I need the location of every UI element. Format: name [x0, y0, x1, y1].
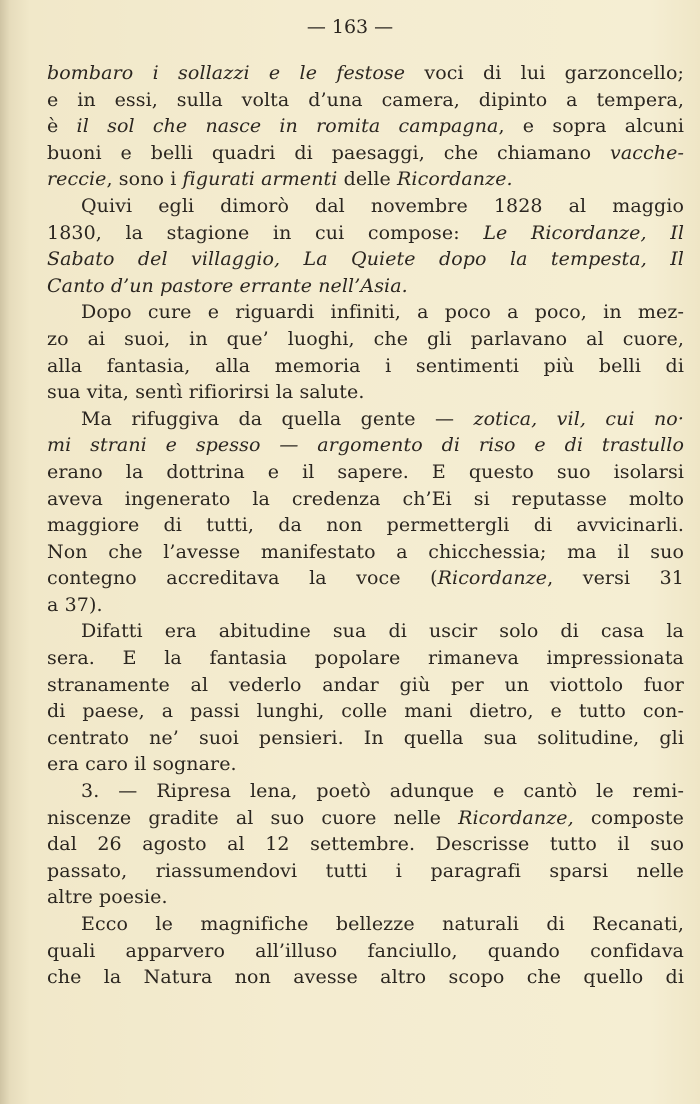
text-segment: 1830, la stagione in cui compose:	[47, 221, 484, 244]
text-line	[47, 140, 684, 167]
text-segment: erano la dottrina e il sapere. E questo suo isolarsi	[47, 460, 684, 483]
text-line	[47, 193, 684, 220]
text-line	[47, 592, 684, 619]
italic-text: mi strani e spesso — argomento di riso e di trastullo	[47, 434, 684, 457]
text-segment: contegno accreditava la voce (	[47, 567, 438, 590]
italic-text: Sabato del villaggio, La Quiete dopo la tempesta, Il	[47, 248, 684, 271]
italic-text: reccie	[47, 168, 107, 191]
text-line	[47, 645, 684, 672]
text-segment: Quivi egli dimorò dal novembre 1828 al maggio	[81, 194, 684, 217]
text-segment: , sono i	[106, 168, 183, 191]
text-line	[47, 166, 684, 193]
text-segment: a 37).	[47, 593, 103, 616]
text-line	[47, 565, 684, 592]
text-line	[47, 246, 684, 273]
text-segment: quali apparvero all’illuso fanciullo, quando confidava	[47, 939, 684, 962]
italic-text: zotica, vil, cui no·	[473, 407, 684, 430]
italic-text: Canto d’un pastore errante nell’Asia.	[47, 274, 408, 297]
text-line	[47, 60, 684, 87]
text-segment: composte	[573, 806, 684, 829]
text-segment: stranamente al vederlo andar giù per un viottolo fuor	[47, 673, 684, 696]
text-line	[47, 273, 684, 300]
text-line	[47, 406, 684, 433]
italic-text: Ricordanze	[437, 567, 548, 590]
text-segment: dal 26 agosto al 12 settembre. Descrisse tutto il suo	[47, 833, 684, 856]
text-line	[47, 87, 684, 114]
text-segment: Ecco le magnifiche bellezze naturali di Recanati,	[81, 913, 684, 935]
text-segment: Non che l’avesse manifestato a chicchessia; ma il suo	[47, 540, 684, 563]
text-line	[47, 220, 684, 247]
text-segment: sera. E la fantasia popolare rimaneva impressionata	[47, 647, 684, 670]
italic-text: figurati armenti	[182, 168, 338, 191]
text-segment: sua vita, sentì rifiorirsi la salute.	[47, 381, 365, 404]
text-line	[47, 326, 684, 353]
text-line	[47, 858, 684, 885]
text-segment: Dopo cure e riguardi infiniti, a poco a poco, in mez-	[81, 301, 684, 324]
text-segment: buoni e belli quadri di paesaggi, che chiamano	[47, 141, 611, 164]
text-segment: e in essi, sulla volta d’una camera, dipinto a tempera,	[47, 88, 684, 111]
text-line	[47, 964, 684, 991]
text-segment: , versi 31	[547, 567, 684, 590]
text-segment: niscenze gradite al suo cuore nelle	[47, 806, 459, 829]
text-line	[47, 512, 684, 539]
italic-text: Le Ricordanze, Il	[483, 221, 684, 244]
text-segment: passato, riassumendovi tutti i paragrafi sparsi nelle	[47, 859, 684, 882]
text-segment: è	[47, 115, 77, 138]
text-segment: , e sopra alcuni	[498, 115, 684, 138]
text-line	[47, 539, 684, 566]
text-line	[47, 379, 684, 406]
text-line	[47, 805, 684, 832]
italic-text: bombaro i sollazzi e le festose	[47, 62, 406, 84]
text-segment: voci di lui garzoncello;	[405, 62, 684, 84]
text-line	[47, 459, 684, 486]
text-line	[47, 778, 684, 805]
italic-text: il sol che nasce in romita campagna	[76, 115, 499, 138]
text-segment: Ma rifuggiva da quella gente —	[81, 407, 474, 430]
text-segment: centrato ne’ suoi pensieri. In quella sua solitudine, gli	[47, 726, 684, 749]
text-line	[47, 353, 684, 380]
text-line	[47, 751, 684, 778]
text-line	[47, 831, 684, 858]
text-line	[47, 884, 684, 911]
text-segment: 3. — Ripresa lena, poetò adunque e cantò le remi-	[81, 780, 684, 803]
text-segment: di paese, a passi lunghi, colle mani dietro, e tutto con-	[47, 700, 684, 723]
text-segment: Difatti era abitudine sua di uscir solo di casa la	[81, 620, 684, 643]
body-text	[47, 60, 684, 991]
text-line	[47, 911, 684, 938]
italic-text: Ricordanze,	[458, 806, 574, 829]
text-line	[47, 486, 684, 513]
text-segment: altre poesie.	[47, 886, 168, 909]
text-segment: zo ai suoi, in que’ luoghi, che gli parlavano al cuore,	[47, 327, 684, 350]
text-segment: era caro il sognare.	[47, 753, 237, 776]
text-segment: alla fantasia, alla memoria i sentimenti più belli di	[47, 354, 684, 377]
page-number: — 163 —	[306, 16, 394, 38]
text-segment: delle	[337, 168, 398, 191]
italic-text: Ricordanze.	[397, 168, 513, 191]
text-segment: maggiore di tutti, da non permettergli di avvicinarli.	[47, 514, 684, 537]
text-segment: che la Natura non avesse altro scopo che quello di	[47, 966, 684, 989]
text-line	[47, 672, 684, 699]
text-line	[47, 299, 684, 326]
text-line	[47, 113, 684, 140]
text-line	[47, 938, 684, 965]
text-line	[47, 618, 684, 645]
italic-text: vacche-	[610, 141, 684, 164]
text-line	[47, 698, 684, 725]
text-segment: aveva ingenerato la credenza ch’Ei si reputasse molto	[47, 487, 684, 510]
text-line	[47, 725, 684, 752]
text-line	[47, 432, 684, 459]
